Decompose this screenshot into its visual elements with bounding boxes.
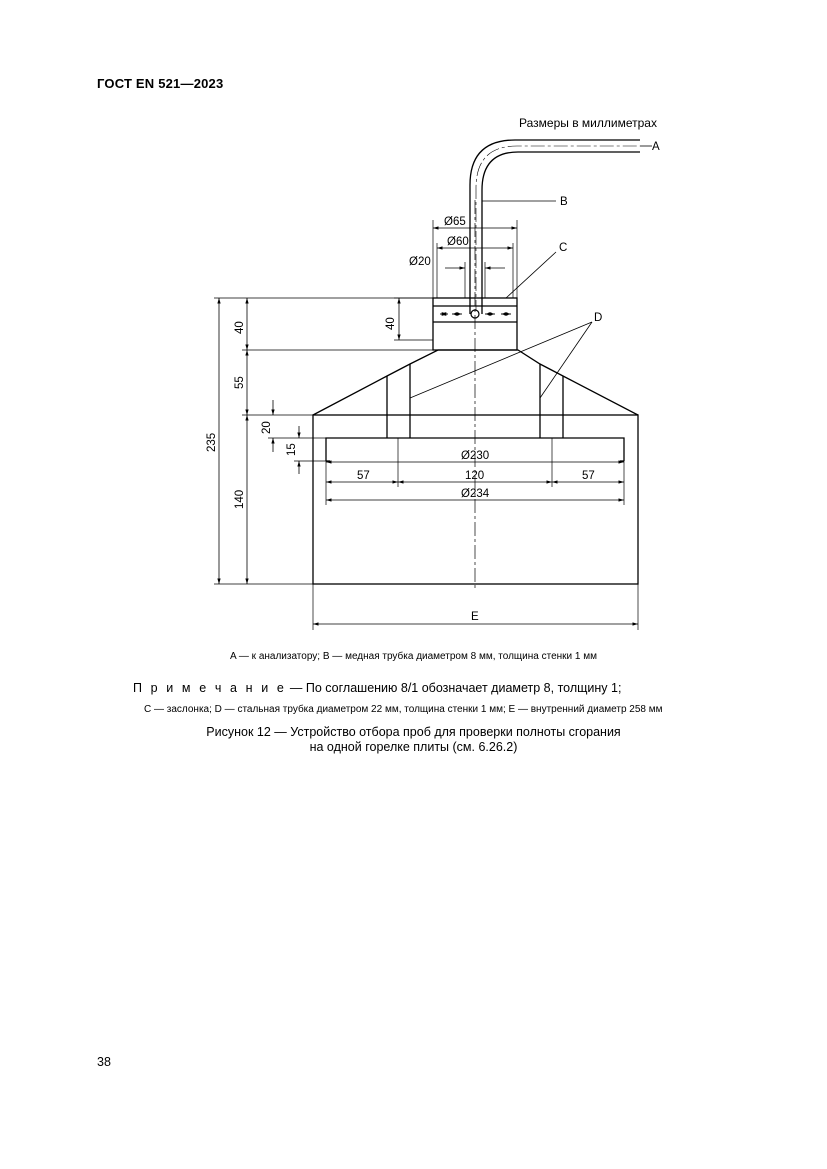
label-c: C <box>559 242 568 254</box>
label-a: A <box>652 141 660 153</box>
note-text: — По соглашению 8/1 обозначает диаметр 8, толщину 1; <box>286 681 622 695</box>
dim-h40-inner: 40 <box>385 317 397 330</box>
leader-lines <box>410 146 652 398</box>
note <box>133 681 621 695</box>
label-e: E <box>471 611 479 623</box>
figure-caption <box>0 725 827 755</box>
legend-line-2: C — заслонка; D — стальная трубка диаметром 22 мм, толщина стенки 1 мм; E — внутренний диаметр 258 мм <box>144 704 663 715</box>
dim-h40-outer: 40 <box>234 321 246 334</box>
document-header: ГОСТ EN 521—2023 <box>97 76 224 91</box>
dim-h235: 235 <box>206 432 218 452</box>
page-number: 38 <box>97 1055 111 1069</box>
label-b: B <box>560 196 568 208</box>
caption-line-2: на одной горелке плиты (см. 6.26.2) <box>309 740 518 754</box>
caption-line-1: Рисунок 12 — Устройство отбора проб для проверки полноты сгорания <box>206 725 621 739</box>
dimension-lines <box>219 228 638 624</box>
dim-h15: 15 <box>286 443 298 456</box>
legend-line-1: A — к анализатору; B — медная трубка диаметром 8 мм, толщина стенки 1 мм <box>229 651 597 662</box>
note-label: П р и м е ч а н и е <box>133 681 287 695</box>
units-note: Размеры в миллиметрах <box>519 116 657 130</box>
dim-d20: Ø20 <box>409 256 431 268</box>
dim-w57-right: 57 <box>582 470 595 482</box>
copper-tube <box>470 140 640 314</box>
dim-w120: 120 <box>465 470 485 482</box>
dim-h55: 55 <box>234 376 246 389</box>
dim-d60: Ø60 <box>447 236 469 248</box>
dim-d230: Ø230 <box>461 450 490 462</box>
body-outline <box>313 298 638 584</box>
label-d: D <box>594 312 603 324</box>
extension-lines <box>214 220 638 630</box>
dim-h20: 20 <box>261 421 273 434</box>
dim-d65: Ø65 <box>444 216 466 228</box>
dim-h140: 140 <box>234 489 246 509</box>
dim-w57-left: 57 <box>357 470 370 482</box>
dim-d234: Ø234 <box>461 488 490 500</box>
